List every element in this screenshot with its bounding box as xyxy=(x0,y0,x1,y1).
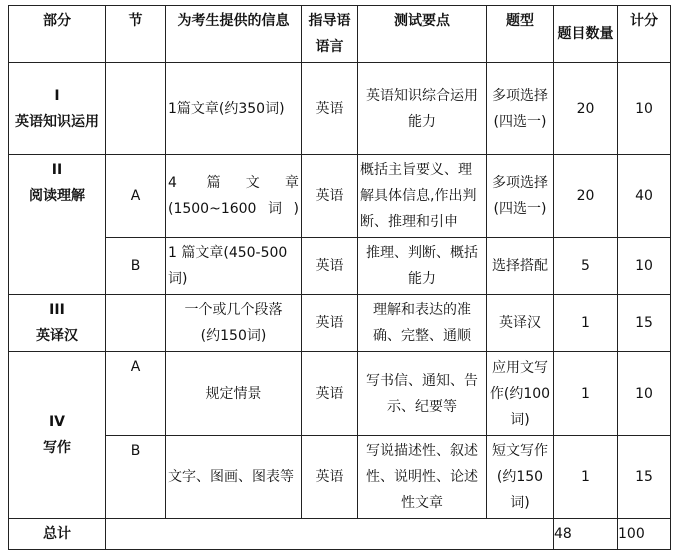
part-4-cell: IV 写作 xyxy=(9,352,106,519)
section-cell: A xyxy=(106,352,166,436)
table-row xyxy=(9,238,671,295)
score-cell: 10 xyxy=(618,352,671,436)
table-row xyxy=(9,295,671,352)
count-cell: 20 xyxy=(554,63,618,155)
lang-cell: 英语 xyxy=(302,63,358,155)
header-section: 节 xyxy=(106,6,166,63)
type-cell: 多项选择 (四选一) xyxy=(487,63,554,155)
table-row xyxy=(9,63,671,155)
lang-cell: 英语 xyxy=(302,155,358,238)
header-score: 计分 xyxy=(618,6,671,63)
header-info: 为考生提供的信息 xyxy=(166,6,302,63)
points-cell: 推理、判断、概括能力 xyxy=(358,238,487,295)
total-spacer-cell xyxy=(106,519,554,550)
points-cell: 理解和表达的准确、完整、通顺 xyxy=(358,295,487,352)
total-count: 48 xyxy=(554,519,618,550)
points-cell: 写说描述性、叙述性、说明性、论述性文章 xyxy=(358,436,487,519)
points-cell: 英语知识综合运用能力 xyxy=(358,63,487,155)
type-cell: 选择搭配 xyxy=(487,238,554,295)
total-label: 总计 xyxy=(9,519,106,550)
section-cell: B xyxy=(106,238,166,295)
info-cell: 4 篇文章 (1500~1600词) xyxy=(166,155,302,238)
type-cell: 短文写作(约150词) xyxy=(487,436,554,519)
info-cell: 1篇文章(约350词) xyxy=(166,63,302,155)
table-row xyxy=(9,436,671,519)
total-score: 100 xyxy=(618,519,671,550)
exam-structure-table xyxy=(8,5,671,550)
count-cell: 1 xyxy=(554,436,618,519)
part-2-cell: II 阅读理解 xyxy=(9,155,106,295)
total-row xyxy=(9,519,671,550)
points-cell: 写书信、通知、告示、纪要等 xyxy=(358,352,487,436)
section-cell: A xyxy=(106,155,166,238)
section-cell: B xyxy=(106,436,166,519)
score-cell: 15 xyxy=(618,436,671,519)
header-lang: 指导语语言 xyxy=(302,6,358,63)
part-1-cell: I 英语知识运用 xyxy=(9,63,106,155)
header-part: 部分 xyxy=(9,6,106,63)
info-cell: 一个或几个段落 (约150词) xyxy=(166,295,302,352)
header-row xyxy=(9,6,671,63)
section-empty-cell xyxy=(106,295,166,352)
count-cell: 20 xyxy=(554,155,618,238)
header-type: 题型 xyxy=(487,6,554,63)
points-cell: 概括主旨要义、理解具体信息,作出判断、推理和引申 xyxy=(358,155,487,238)
info-cell: 文字、图画、图表等 xyxy=(166,436,302,519)
score-cell: 40 xyxy=(618,155,671,238)
section-empty-cell xyxy=(106,63,166,155)
table-row xyxy=(9,155,671,238)
table-row xyxy=(9,352,671,436)
info-cell: 1 篇文章(450-500词) xyxy=(166,238,302,295)
type-cell: 应用文写作(约100词) xyxy=(487,352,554,436)
score-cell: 15 xyxy=(618,295,671,352)
lang-cell: 英语 xyxy=(302,436,358,519)
info-cell: 规定情景 xyxy=(166,352,302,436)
lang-cell: 英语 xyxy=(302,238,358,295)
lang-cell: 英语 xyxy=(302,352,358,436)
count-cell: 5 xyxy=(554,238,618,295)
type-cell: 英译汉 xyxy=(487,295,554,352)
header-points: 测试要点 xyxy=(358,6,487,63)
header-count: 题目数量 xyxy=(554,6,618,63)
count-cell: 1 xyxy=(554,352,618,436)
part-3-cell: III 英译汉 xyxy=(9,295,106,352)
lang-cell: 英语 xyxy=(302,295,358,352)
score-cell: 10 xyxy=(618,63,671,155)
type-cell: 多项选择 (四选一) xyxy=(487,155,554,238)
score-cell: 10 xyxy=(618,238,671,295)
count-cell: 1 xyxy=(554,295,618,352)
